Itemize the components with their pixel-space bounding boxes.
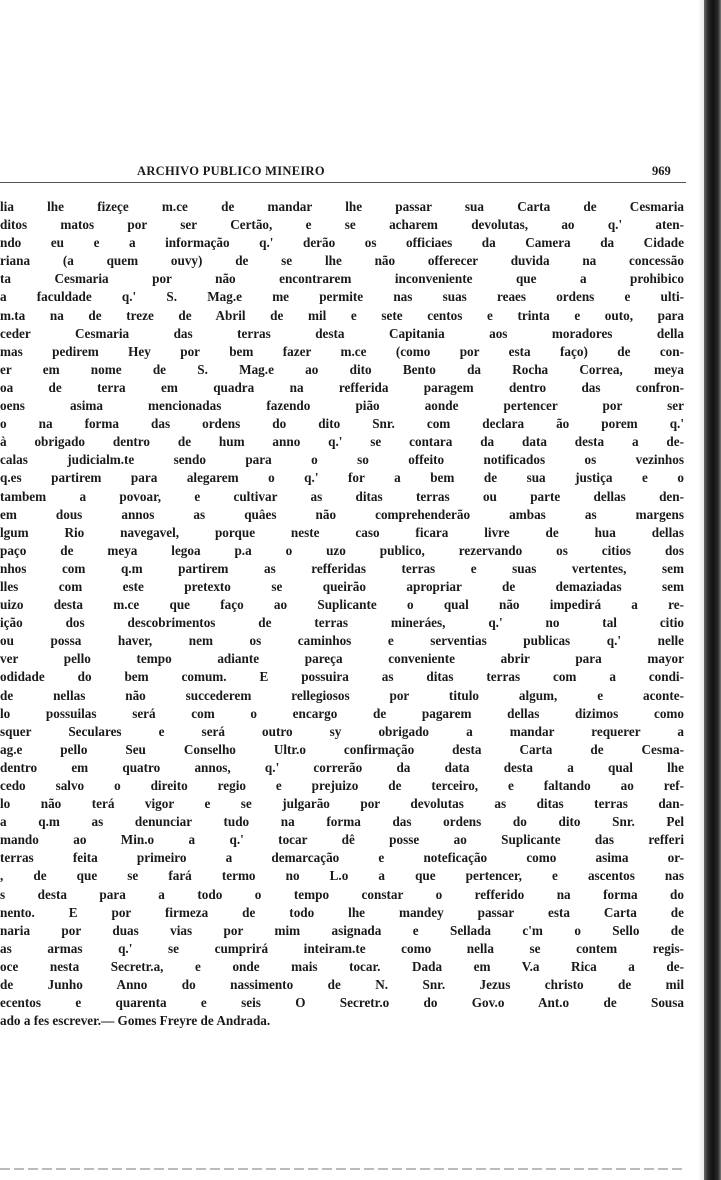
text-line: ndo eu e a informação q.' derão os officiaes da Camera da Cidade <box>0 235 684 251</box>
text-line: , de que se fará termo no L.o a que pertencer, e ascentos nas <box>0 868 684 884</box>
text-line: de Junho Anno do nassimento de N. Snr. Jezus christo de mil <box>0 977 684 993</box>
text-line: ecentos e quarenta e seis O Secretr.o do Gov.o Ant.o de Sousa <box>0 995 684 1011</box>
text-line-signature: ado a fes escrever.— Gomes Freyre de Andrada. <box>0 1013 271 1029</box>
text-line: lo não terá vigor e se julgarão por devolutas as ditas terras dan- <box>0 796 684 812</box>
text-line: paço de meya legoa p.a o uzo publico, rezervando os citios dos <box>0 542 684 558</box>
text-line: tambem a povoar, e cultivar as ditas terras ou parte dellas den- <box>0 488 684 504</box>
text-line: dentro em quatro annos, q.' correrão da data desta a qual lhe <box>0 759 684 775</box>
text-line: lia lhe fizeçe m.ce de mandar lhe passar sua Carta de Cesmaria <box>0 199 684 214</box>
page-edge <box>704 0 721 1180</box>
text-line: ag.e pello Seu Conselho Ultr.o confirmação desta Carta de Cesma- <box>0 741 684 757</box>
text-line: ição dos descobrimentos de terras mineráes, q.' no tal citio <box>0 615 684 631</box>
text-line: a q.m as denunciar tudo na forma das ordens do dito Snr. Pel <box>0 814 684 830</box>
text-line: mando ao Min.o a q.' tocar dê posse ao Suplicante das refferi <box>0 832 684 848</box>
text-line: lgum Rio navegavel, porque neste caso ficara livre de hua dellas <box>0 524 684 540</box>
header-rule <box>0 182 686 183</box>
text-line: lles com este pretexto se queirão apropriar de demaziadas sem <box>0 578 684 594</box>
text-line: s desta para a todo o tempo constar o refferido na forma do <box>0 886 684 902</box>
text-line: ou possa haver, nem os caminhos e serventias publicas q.' nelle <box>0 633 684 649</box>
text-line: q.es partirem para alegarem o q.' for a bem de sua justiça e o <box>0 470 684 486</box>
text-line: er em nome de S. Mag.e ao dito Bento da Rocha Correa, meya <box>0 361 684 377</box>
page-number: 969 <box>652 164 671 178</box>
text-line: m.ta na de treze de Abril de mil e sete centos e trinta e outo, para <box>0 307 684 323</box>
text-line: ver pello tempo adiante pareça conveniente abrir para mayor <box>0 651 684 667</box>
text-line: ta Cesmaria por não encontrarem inconveniente que a prohibico <box>0 271 684 287</box>
text-line: de nellas não succederem rellegiosos por titulo algum, e aconte- <box>0 687 684 703</box>
text-line: mas pedirem Hey por bem fazer m.ce (como por esta faço) de con- <box>0 343 684 359</box>
text-line: as armas q.' se cumprirá inteiram.te como nella se contem regis- <box>0 940 684 956</box>
text-line: uizo desta m.ce que faço ao Suplicante o qual não impedirá a re- <box>0 597 684 613</box>
text-line: ditos matos por ser Certão, e se acharem devolutas, ao q.' aten- <box>0 217 684 233</box>
text-line: nhos com q.m partirem as refferidas terras e suas vertentes, sem <box>0 560 684 576</box>
text-line: o na forma das ordens do dito Snr. com declara ão porem q.' <box>0 416 684 432</box>
text-line: naria por duas vias por mim asignada e Sellada c'm o Sello de <box>0 922 684 938</box>
text-line: terras feita primeiro a demarcação e noteficação como asima or- <box>0 850 684 866</box>
text-line: riana (a quem ouvy) de se lhe não offerecer duvida na concessão <box>0 253 684 269</box>
text-line: cedo salvo o direito regio e prejuizo de terceiro, e faltando ao ref- <box>0 778 684 793</box>
text-line: nento. E por firmeza de todo lhe mandey passar esta Carta de <box>0 904 684 920</box>
text-line: à obrigado dentro de hum anno q.' se contara da data desta a de- <box>0 434 684 450</box>
text-line: lo possuilas será com o encargo de pagarem dellas dizimos como <box>0 705 684 721</box>
text-line: oa de terra em quadra na refferida paragem dentro das confron- <box>0 379 684 395</box>
text-line: calas judicialm.te sendo para o so offeito notificados os vezinhos <box>0 452 684 468</box>
text-line: oce nesta Secretr.a, e onde mais tocar. Dada em V.a Rica a de- <box>0 958 684 974</box>
text-line: oens asima mencionadas fazendo pião aonde pertencer por ser <box>0 398 684 414</box>
running-header-title: ARCHIVO PUBLICO MINEIRO <box>137 164 325 178</box>
text-line: em dous annos as quâes não comprehenderão ambas as margens <box>0 506 684 522</box>
text-line: ceder Cesmaria das terras desta Capitania aos moradores della <box>0 325 684 341</box>
document-body <box>0 198 684 1098</box>
running-header <box>0 164 686 184</box>
text-line: odidade do bem comum. E possuira as ditas terras com a condi- <box>0 669 684 685</box>
text-line: a faculdade q.' S. Mag.e me permite nas suas reaes ordens e ulti- <box>0 289 684 305</box>
text-line: squer Seculares e será outro sy obrigado a mandar requerer a <box>0 723 684 739</box>
footer-rule <box>0 1168 686 1170</box>
